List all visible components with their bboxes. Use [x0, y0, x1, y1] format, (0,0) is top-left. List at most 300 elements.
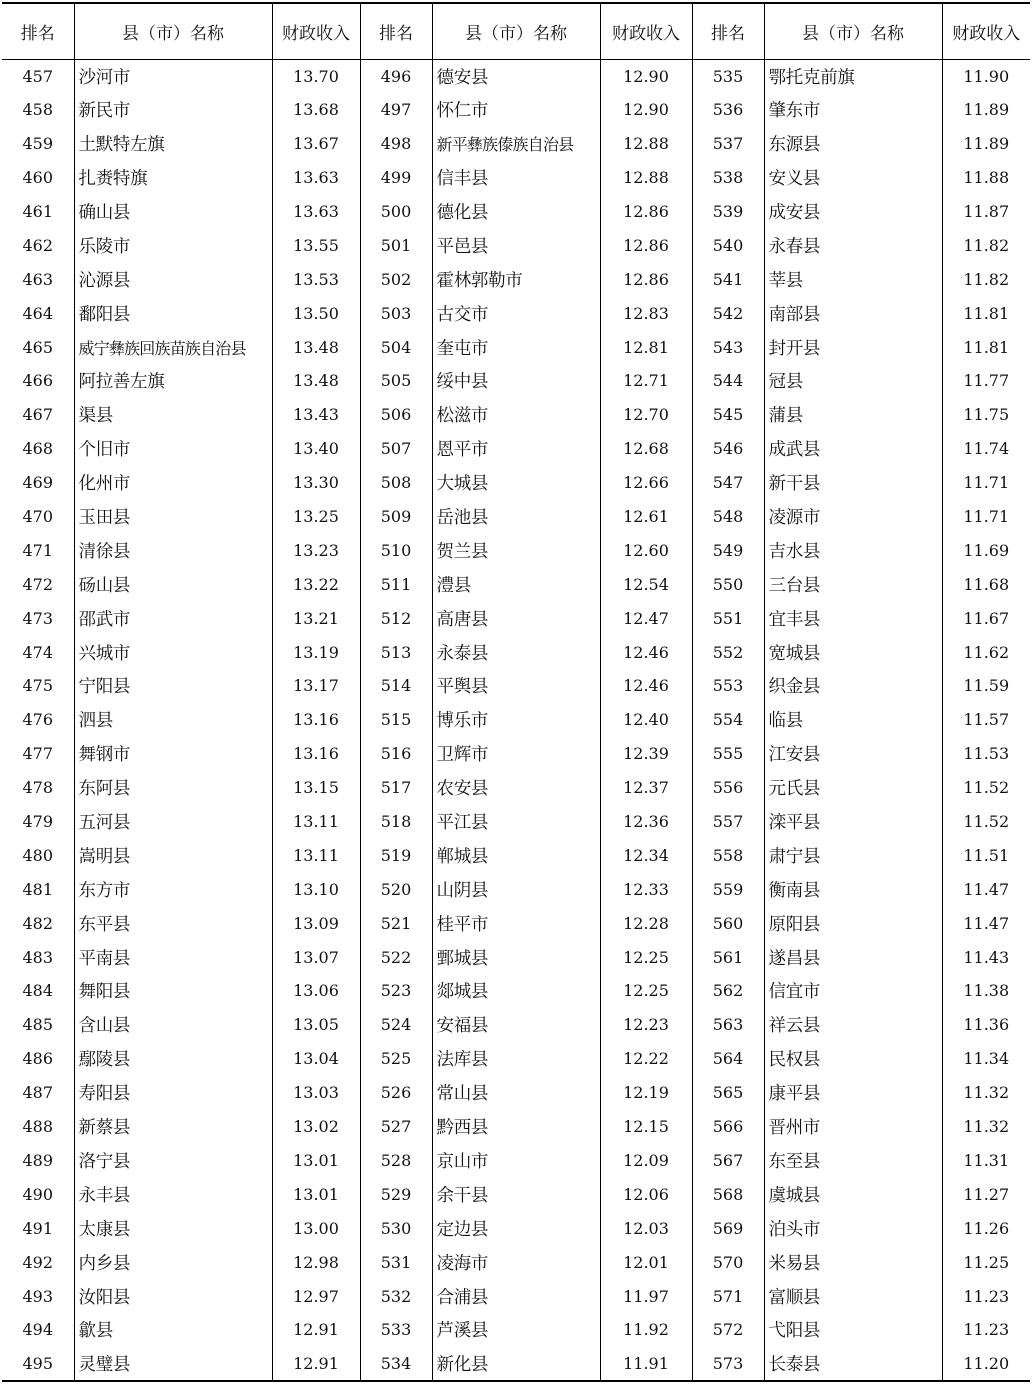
- county-name-cell: 衡南县: [764, 872, 942, 906]
- rank-cell: 500: [360, 195, 432, 229]
- rank-cell: 460: [22, 168, 54, 188]
- table-row: [2, 93, 1030, 127]
- header-rank: 排名: [692, 3, 764, 59]
- revenue-cell: 12.22: [600, 1042, 692, 1076]
- revenue-cell: 11.91: [600, 1347, 692, 1381]
- rank-cell: 474: [22, 642, 54, 662]
- rank-cell: 516: [360, 737, 432, 771]
- rank-cell: 494: [22, 1320, 54, 1340]
- county-name-cell: 永丰县: [74, 1177, 272, 1211]
- rank-cell: 476: [22, 710, 54, 730]
- revenue-cell: 11.59: [942, 669, 1030, 703]
- rank-cell: 461: [22, 202, 54, 221]
- county-name-cell: 鄢陵县: [74, 1042, 272, 1076]
- county-name-cell: 平邑县: [432, 228, 600, 262]
- county-name-cell: 渠县: [74, 398, 272, 432]
- revenue-cell: 12.60: [600, 533, 692, 567]
- county-name-cell: 吉水县: [764, 533, 942, 567]
- revenue-cell: 13.40: [272, 432, 360, 466]
- revenue-cell: 12.28: [600, 906, 692, 940]
- revenue-cell: 11.82: [942, 262, 1030, 296]
- county-name-cell: 澧县: [432, 567, 600, 601]
- revenue-cell: 13.05: [272, 1008, 360, 1042]
- county-name-cell: 平南县: [74, 940, 272, 974]
- table-row: [2, 533, 1030, 567]
- county-name-cell: 含山县: [74, 1008, 272, 1042]
- rank-cell: 530: [360, 1211, 432, 1245]
- rank-cell: 535: [692, 59, 764, 93]
- county-name-cell: 东阿县: [74, 771, 272, 805]
- revenue-cell: 11.52: [942, 805, 1030, 839]
- table-row: [2, 228, 1030, 262]
- table-row: [2, 1177, 1030, 1211]
- revenue-cell: 11.36: [942, 1008, 1030, 1042]
- table-row: [2, 635, 1030, 669]
- county-name-cell: 安义县: [764, 161, 942, 195]
- table-row: [2, 838, 1030, 872]
- county-name-cell: 五河县: [74, 805, 272, 839]
- county-name-cell: 鄂托克前旗: [764, 59, 942, 93]
- rank-cell: 499: [360, 161, 432, 195]
- county-name-cell: 新民市: [74, 93, 272, 127]
- revenue-cell: 12.54: [600, 567, 692, 601]
- county-name-cell: 元氏县: [764, 771, 942, 805]
- rank-cell: 540: [692, 228, 764, 262]
- county-name-cell: 松滋市: [432, 398, 600, 432]
- county-name-cell: 博乐市: [432, 703, 600, 737]
- rank-cell: 492: [22, 1252, 54, 1272]
- revenue-cell: 13.02: [272, 1110, 360, 1144]
- revenue-cell: 12.03: [600, 1211, 692, 1245]
- revenue-cell: 13.17: [272, 669, 360, 703]
- rank-cell: 523: [360, 974, 432, 1008]
- revenue-cell: 12.25: [600, 974, 692, 1008]
- rank-cell: 563: [692, 1008, 764, 1042]
- county-name-cell: 凌海市: [432, 1245, 600, 1279]
- revenue-cell: 11.89: [942, 93, 1030, 127]
- revenue-cell: 11.81: [942, 296, 1030, 330]
- revenue-cell: 12.66: [600, 466, 692, 500]
- rank-cell: 572: [692, 1313, 764, 1347]
- county-name-cell: 弋阳县: [764, 1313, 942, 1347]
- county-revenue-table: [2, 2, 1030, 1382]
- revenue-cell: 13.30: [272, 466, 360, 500]
- rank-cell: 569: [692, 1211, 764, 1245]
- rank-cell: 503: [360, 296, 432, 330]
- county-name-cell: 阿拉善左旗: [74, 364, 272, 398]
- county-name-cell: 宜丰县: [764, 601, 942, 635]
- county-name-cell: 贺兰县: [432, 533, 600, 567]
- county-name-cell: 长泰县: [764, 1347, 942, 1381]
- rank-cell: 541: [692, 262, 764, 296]
- revenue-cell: 11.82: [942, 228, 1030, 262]
- county-name-cell: 平舆县: [432, 669, 600, 703]
- county-name-cell: 原阳县: [764, 906, 942, 940]
- rank-cell: 554: [692, 703, 764, 737]
- revenue-cell: 13.50: [272, 296, 360, 330]
- county-name-cell: 洛宁县: [74, 1144, 272, 1178]
- rank-cell: 553: [692, 669, 764, 703]
- revenue-cell: 13.16: [272, 703, 360, 737]
- county-name-cell: 清徐县: [74, 533, 272, 567]
- rank-cell: 512: [360, 601, 432, 635]
- rank-cell: 527: [360, 1110, 432, 1144]
- rank-cell: 480: [22, 845, 54, 865]
- revenue-cell: 13.00: [272, 1211, 360, 1245]
- revenue-cell: 11.87: [942, 195, 1030, 229]
- rank-cell: 521: [360, 906, 432, 940]
- rank-cell: 556: [692, 771, 764, 805]
- rank-cell: 543: [692, 330, 764, 364]
- rank-cell: 528: [360, 1144, 432, 1178]
- revenue-cell: 12.37: [600, 771, 692, 805]
- county-name-cell: 霍林郭勒市: [432, 262, 600, 296]
- county-name-cell: 富顺县: [764, 1279, 942, 1313]
- rank-cell: 560: [692, 906, 764, 940]
- revenue-cell: 12.68: [600, 432, 692, 466]
- rank-cell: 473: [22, 608, 54, 628]
- rank-cell: 472: [22, 574, 54, 594]
- rank-cell: 545: [692, 398, 764, 432]
- table-row: [2, 262, 1030, 296]
- revenue-cell: 13.11: [272, 838, 360, 872]
- county-name-cell: 民权县: [764, 1042, 942, 1076]
- revenue-cell: 11.89: [942, 127, 1030, 161]
- table-row: [2, 127, 1030, 161]
- revenue-cell: 13.21: [272, 601, 360, 635]
- revenue-cell: 11.88: [942, 161, 1030, 195]
- county-name-cell: 高唐县: [432, 601, 600, 635]
- rank-cell: 462: [22, 235, 54, 255]
- table-row: [2, 906, 1030, 940]
- rank-cell: 478: [22, 778, 54, 798]
- county-name-cell: 莘县: [764, 262, 942, 296]
- table-row: [2, 1008, 1030, 1042]
- rank-cell: 466: [22, 371, 54, 391]
- rank-cell: 477: [22, 744, 54, 764]
- county-name-cell: 泗县: [74, 703, 272, 737]
- table-row: [2, 1042, 1030, 1076]
- county-name-cell: 汝阳县: [74, 1279, 272, 1313]
- county-name-cell: 芦溪县: [432, 1313, 600, 1347]
- county-name-cell: 新平彝族傣族自治县: [432, 127, 600, 161]
- revenue-cell: 11.97: [600, 1279, 692, 1313]
- revenue-cell: 11.71: [942, 500, 1030, 534]
- county-name-cell: 永泰县: [432, 635, 600, 669]
- rank-cell: 515: [360, 703, 432, 737]
- county-name-cell: 京山市: [432, 1144, 600, 1178]
- revenue-cell: 12.91: [272, 1313, 360, 1347]
- county-name-cell: 常山县: [432, 1076, 600, 1110]
- rank-cell: 513: [360, 635, 432, 669]
- county-name-cell: 东至县: [764, 1144, 942, 1178]
- rank-cell: 506: [360, 398, 432, 432]
- revenue-cell: 12.01: [600, 1245, 692, 1279]
- revenue-cell: 13.10: [272, 872, 360, 906]
- rank-cell: 485: [22, 1015, 54, 1035]
- rank-cell: 502: [360, 262, 432, 296]
- rank-cell: 565: [692, 1076, 764, 1110]
- table-row: [2, 195, 1030, 229]
- rank-cell: 470: [22, 507, 54, 527]
- rank-cell: 487: [22, 1083, 54, 1103]
- header-row: [2, 3, 1030, 59]
- header-revenue: 财政收入: [272, 3, 360, 59]
- revenue-cell: 11.26: [942, 1211, 1030, 1245]
- revenue-cell: 13.23: [272, 533, 360, 567]
- rank-cell: 496: [360, 59, 432, 93]
- revenue-cell: 12.86: [600, 262, 692, 296]
- rank-cell: 525: [360, 1042, 432, 1076]
- county-name-cell: 信宜市: [764, 974, 942, 1008]
- county-name-cell: 桂平市: [432, 906, 600, 940]
- county-name-cell: 奎屯市: [432, 330, 600, 364]
- revenue-cell: 12.61: [600, 500, 692, 534]
- rank-cell: 504: [360, 330, 432, 364]
- rank-cell: 531: [360, 1245, 432, 1279]
- rank-cell: 533: [360, 1313, 432, 1347]
- revenue-cell: 13.22: [272, 567, 360, 601]
- table-row: [2, 601, 1030, 635]
- table-row: [2, 1076, 1030, 1110]
- table-row: [2, 1110, 1030, 1144]
- county-name-cell: 定边县: [432, 1211, 600, 1245]
- revenue-cell: 13.15: [272, 771, 360, 805]
- revenue-cell: 11.27: [942, 1177, 1030, 1211]
- rank-cell: 457: [22, 66, 54, 86]
- county-name-cell: 法库县: [432, 1042, 600, 1076]
- table-row: [2, 1245, 1030, 1279]
- header-revenue: 财政收入: [942, 3, 1030, 59]
- header-county-name: 县（市）名称: [432, 3, 600, 59]
- rank-cell: 498: [360, 127, 432, 161]
- revenue-cell: 11.23: [942, 1279, 1030, 1313]
- rank-cell: 493: [22, 1286, 54, 1306]
- county-name-cell: 邵武市: [74, 601, 272, 635]
- county-name-cell: 卫辉市: [432, 737, 600, 771]
- table-row: [2, 974, 1030, 1008]
- revenue-cell: 11.75: [942, 398, 1030, 432]
- rank-cell: 534: [360, 1347, 432, 1381]
- revenue-cell: 11.62: [942, 635, 1030, 669]
- rank-cell: 471: [22, 540, 54, 560]
- header-county-name: 县（市）名称: [764, 3, 942, 59]
- table-row: [2, 398, 1030, 432]
- rank-cell: 517: [360, 771, 432, 805]
- county-name-cell: 舞阳县: [74, 974, 272, 1008]
- county-name-cell: 鄄城县: [432, 940, 600, 974]
- rank-cell: 550: [692, 567, 764, 601]
- county-name-cell: 东源县: [764, 127, 942, 161]
- county-name-cell: 鄱阳县: [74, 296, 272, 330]
- rank-cell: 524: [360, 1008, 432, 1042]
- county-name-cell: 乐陵市: [74, 228, 272, 262]
- rank-cell: 548: [692, 500, 764, 534]
- rank-cell: 537: [692, 127, 764, 161]
- rank-cell: 566: [692, 1110, 764, 1144]
- revenue-cell: 11.32: [942, 1110, 1030, 1144]
- rank-cell: 522: [360, 940, 432, 974]
- table-row: [2, 567, 1030, 601]
- rank-cell: 465: [22, 337, 54, 357]
- rank-cell: 544: [692, 364, 764, 398]
- county-name-cell: 土默特左旗: [74, 127, 272, 161]
- rank-cell: 514: [360, 669, 432, 703]
- rank-cell: 561: [692, 940, 764, 974]
- county-name-cell: 织金县: [764, 669, 942, 703]
- county-name-cell: 山阴县: [432, 872, 600, 906]
- county-name-cell: 遂昌县: [764, 940, 942, 974]
- table-row: [2, 161, 1030, 195]
- revenue-cell: 13.43: [272, 398, 360, 432]
- county-name-cell: 化州市: [74, 466, 272, 500]
- county-name-cell: 凌源市: [764, 500, 942, 534]
- revenue-cell: 13.03: [272, 1076, 360, 1110]
- county-name-cell: 扎赉特旗: [74, 161, 272, 195]
- revenue-cell: 12.91: [272, 1347, 360, 1381]
- header-revenue: 财政收入: [600, 3, 692, 59]
- county-name-cell: 舞钢市: [74, 737, 272, 771]
- revenue-cell: 12.25: [600, 940, 692, 974]
- revenue-cell: 12.40: [600, 703, 692, 737]
- county-name-cell: 砀山县: [74, 567, 272, 601]
- county-name-cell: 冠县: [764, 364, 942, 398]
- revenue-cell: 11.31: [942, 1144, 1030, 1178]
- rank-cell: 538: [692, 161, 764, 195]
- revenue-cell: 12.46: [600, 669, 692, 703]
- revenue-cell: 11.67: [942, 601, 1030, 635]
- county-name-cell: 大城县: [432, 466, 600, 500]
- rank-cell: 552: [692, 635, 764, 669]
- county-name-cell: 新蔡县: [74, 1110, 272, 1144]
- rank-cell: 495: [2, 1347, 74, 1381]
- rank-cell: 546: [692, 432, 764, 466]
- table-row: [2, 1211, 1030, 1245]
- county-name-cell: 绥中县: [432, 364, 600, 398]
- rank-cell: 459: [22, 134, 54, 154]
- revenue-cell: 13.70: [272, 59, 360, 93]
- rank-cell: 490: [22, 1184, 54, 1204]
- rank-cell: 570: [692, 1245, 764, 1279]
- rank-cell: 507: [360, 432, 432, 466]
- table-row: [2, 296, 1030, 330]
- revenue-cell: 12.88: [600, 161, 692, 195]
- county-name-cell: 东方市: [74, 872, 272, 906]
- county-name-cell: 临县: [764, 703, 942, 737]
- revenue-cell: 12.97: [272, 1279, 360, 1313]
- rank-cell: 505: [360, 364, 432, 398]
- rank-cell: 511: [360, 567, 432, 601]
- county-name-cell: 成安县: [764, 195, 942, 229]
- revenue-cell: 11.71: [942, 466, 1030, 500]
- rank-cell: 509: [360, 500, 432, 534]
- rank-cell: 564: [692, 1042, 764, 1076]
- county-name-cell: 平江县: [432, 805, 600, 839]
- county-name-cell: 南部县: [764, 296, 942, 330]
- revenue-cell: 12.90: [600, 59, 692, 93]
- revenue-cell: 13.09: [272, 906, 360, 940]
- table-row: [2, 872, 1030, 906]
- county-name-cell: 个旧市: [74, 432, 272, 466]
- rank-cell: 508: [360, 466, 432, 500]
- county-name-cell: 沁源县: [74, 262, 272, 296]
- revenue-cell: 12.19: [600, 1076, 692, 1110]
- county-name-cell: 郯城县: [432, 974, 600, 1008]
- revenue-cell: 13.48: [272, 330, 360, 364]
- rank-cell: 489: [22, 1150, 54, 1170]
- rank-cell: 559: [692, 872, 764, 906]
- revenue-cell: 12.23: [600, 1008, 692, 1042]
- rank-cell: 497: [360, 93, 432, 127]
- rank-cell: 551: [692, 601, 764, 635]
- revenue-cell: 12.81: [600, 330, 692, 364]
- rank-cell: 571: [692, 1279, 764, 1313]
- county-name-cell: 玉田县: [74, 500, 272, 534]
- county-name-cell: 泊头市: [764, 1211, 942, 1245]
- rank-cell: 491: [22, 1218, 54, 1238]
- revenue-cell: 11.38: [942, 974, 1030, 1008]
- revenue-cell: 13.11: [272, 805, 360, 839]
- revenue-cell: 13.53: [272, 262, 360, 296]
- rank-cell: 458: [22, 100, 54, 120]
- rank-cell: 532: [360, 1279, 432, 1313]
- rank-cell: 573: [692, 1347, 764, 1381]
- header-rank: 排名: [2, 3, 74, 59]
- rank-cell: 481: [22, 879, 54, 899]
- county-name-cell: 内乡县: [74, 1245, 272, 1279]
- county-name-cell: 江安县: [764, 737, 942, 771]
- rank-cell: 484: [22, 981, 54, 1001]
- county-name-cell: 灵璧县: [74, 1347, 272, 1381]
- rank-cell: 483: [22, 947, 54, 967]
- table-row: [2, 771, 1030, 805]
- table-row: [2, 703, 1030, 737]
- county-name-cell: 确山县: [74, 195, 272, 229]
- revenue-cell: 11.68: [942, 567, 1030, 601]
- revenue-cell: 13.63: [272, 161, 360, 195]
- county-name-cell: 郸城县: [432, 838, 600, 872]
- county-name-cell: 虞城县: [764, 1177, 942, 1211]
- county-name-cell: 余干县: [432, 1177, 600, 1211]
- revenue-cell: 12.88: [600, 127, 692, 161]
- table-row: [2, 500, 1030, 534]
- revenue-cell: 12.90: [600, 93, 692, 127]
- revenue-cell: 11.23: [942, 1313, 1030, 1347]
- revenue-cell: 11.47: [942, 906, 1030, 940]
- revenue-cell: 11.34: [942, 1042, 1030, 1076]
- table-row: [2, 737, 1030, 771]
- rank-cell: 526: [360, 1076, 432, 1110]
- county-name-cell: 晋州市: [764, 1110, 942, 1144]
- county-name-cell: 蒲县: [764, 398, 942, 432]
- rank-cell: 510: [360, 533, 432, 567]
- revenue-cell: 12.83: [600, 296, 692, 330]
- revenue-cell: 13.01: [272, 1144, 360, 1178]
- county-name-cell: 德化县: [432, 195, 600, 229]
- rank-cell: 479: [22, 812, 54, 832]
- rank-cell: 486: [22, 1049, 54, 1069]
- revenue-cell: 11.90: [942, 59, 1030, 93]
- revenue-cell: 11.52: [942, 771, 1030, 805]
- revenue-cell: 11.69: [942, 533, 1030, 567]
- rank-cell: 475: [22, 676, 54, 696]
- county-name-cell: 古交市: [432, 296, 600, 330]
- county-name-cell: 嵩明县: [74, 838, 272, 872]
- revenue-cell: 12.98: [272, 1245, 360, 1279]
- county-name-cell: 合浦县: [432, 1279, 600, 1313]
- county-name-cell: 三台县: [764, 567, 942, 601]
- county-name-cell: 祥云县: [764, 1008, 942, 1042]
